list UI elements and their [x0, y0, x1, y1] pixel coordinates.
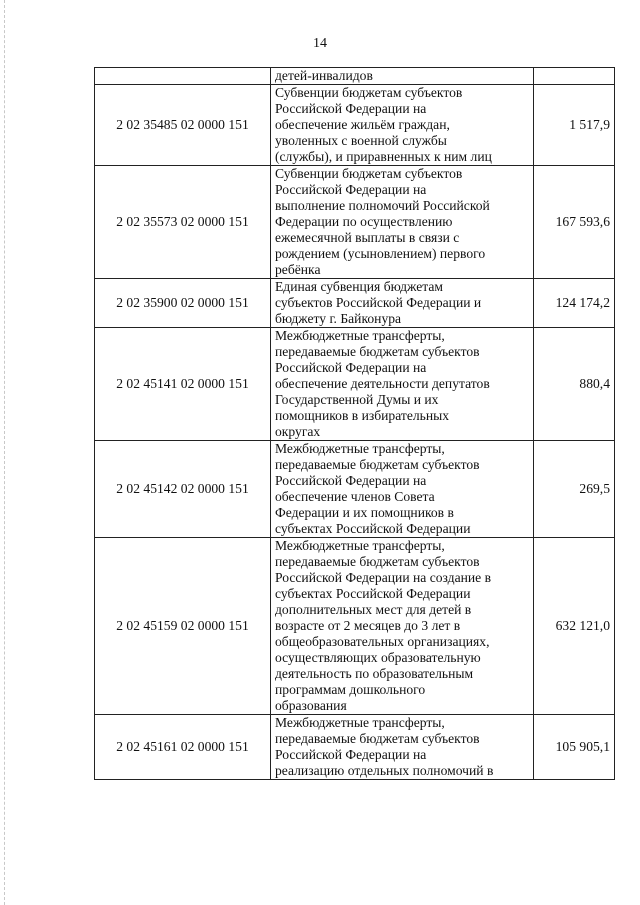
description-line: обеспечение жильём граждан,: [275, 117, 450, 132]
description-line: Субвенции бюджетам субъектов: [275, 85, 463, 100]
table-row: [95, 68, 615, 85]
table-row: [95, 328, 615, 441]
table-row: [95, 715, 615, 780]
description-line: субъектов Российской Федерации и: [275, 295, 482, 310]
description-line: выполнение полномочий Российской: [275, 198, 490, 213]
description-line: обеспечение членов Совета: [275, 489, 435, 504]
description-line: Федерации по осуществлению: [275, 214, 453, 229]
description-line: передаваемые бюджетам субъектов: [275, 731, 480, 746]
description-line: возрасте от 2 месяцев до 3 лет в: [275, 618, 461, 633]
description-cell: [271, 538, 534, 715]
description-line: Российской Федерации на: [275, 101, 427, 116]
description-line: уволенных с военной службы: [275, 133, 447, 148]
description-line: передаваемые бюджетам субъектов: [275, 457, 480, 472]
amount-cell: 105 905,1: [534, 715, 615, 780]
description-line: Федерации и их помощников в: [275, 505, 454, 520]
budget-code-cell: 2 02 35485 02 0000 151: [95, 85, 271, 166]
description-line: деятельность по образовательным: [275, 666, 474, 681]
description-cell: [271, 328, 534, 441]
amount-cell: [534, 68, 615, 85]
table-row: [95, 441, 615, 538]
budget-code-cell: 2 02 45142 02 0000 151: [95, 441, 271, 538]
budget-code-cell: 2 02 35900 02 0000 151: [95, 279, 271, 328]
amount-cell: 269,5: [534, 441, 615, 538]
description-line: Межбюджетные трансферты,: [275, 538, 445, 553]
description-cell: [271, 85, 534, 166]
description-line: Единая субвенция бюджетам: [275, 279, 443, 294]
budget-code-cell: 2 02 35573 02 0000 151: [95, 166, 271, 279]
budget-code-cell: 2 02 45159 02 0000 151: [95, 538, 271, 715]
description-line: Российской Федерации на: [275, 473, 427, 488]
table-row: [95, 166, 615, 279]
description-line: бюджету г. Байконура: [275, 311, 402, 326]
description-cell: [271, 715, 534, 780]
description-line: субъектах Российской Федерации: [275, 521, 471, 536]
description-line: помощников в избирательных: [275, 408, 450, 423]
description-line: образования: [275, 698, 347, 713]
table-row: [95, 279, 615, 328]
description-line: Российской Федерации на: [275, 182, 427, 197]
description-cell: [271, 68, 534, 85]
description-line: Межбюджетные трансферты,: [275, 328, 445, 343]
description-line: программам дошкольного: [275, 682, 426, 697]
budget-code-cell: [95, 68, 271, 85]
description-line: реализацию отдельных полномочий в: [275, 763, 494, 778]
budget-code-cell: 2 02 45141 02 0000 151: [95, 328, 271, 441]
budget-table: [94, 67, 615, 780]
description-line: Российской Федерации на: [275, 747, 427, 762]
description-line: дополнительных мест для детей в: [275, 602, 472, 617]
description-line: Субвенции бюджетам субъектов: [275, 166, 463, 181]
amount-cell: 880,4: [534, 328, 615, 441]
description-line: Государственной Думы и их: [275, 392, 439, 407]
description-line: передаваемые бюджетам субъектов: [275, 344, 480, 359]
description-line: Российской Федерации на: [275, 360, 427, 375]
description-line: передаваемые бюджетам субъектов: [275, 554, 480, 569]
budget-table-body: [95, 68, 615, 780]
scan-edge-line: [4, 0, 5, 905]
description-line: рождением (усыновлением) первого: [275, 246, 486, 261]
description-line: Межбюджетные трансферты,: [275, 715, 445, 730]
amount-cell: 1 517,9: [534, 85, 615, 166]
page-number: 14: [313, 36, 327, 51]
description-line: ребёнка: [275, 262, 321, 277]
table-row: [95, 85, 615, 166]
description-line: субъектах Российской Федерации: [275, 586, 471, 601]
description-line: округах: [275, 424, 321, 439]
budget-code-cell: 2 02 45161 02 0000 151: [95, 715, 271, 780]
table-row: [95, 538, 615, 715]
description-line: осуществляющих образовательную: [275, 650, 481, 665]
description-cell: [271, 279, 534, 328]
description-line: Межбюджетные трансферты,: [275, 441, 445, 456]
description-cell: [271, 441, 534, 538]
description-line: общеобразовательных организациях,: [275, 634, 490, 649]
description-line: обеспечение деятельности депутатов: [275, 376, 490, 391]
description-line: Российской Федерации на создание в: [275, 570, 491, 585]
amount-cell: 632 121,0: [534, 538, 615, 715]
amount-cell: 124 174,2: [534, 279, 615, 328]
description-cell: [271, 166, 534, 279]
amount-cell: 167 593,6: [534, 166, 615, 279]
description-line: (службы), и приравненных к ним лиц: [275, 149, 492, 164]
description-line: детей-инвалидов: [275, 68, 373, 83]
description-line: ежемесячной выплаты в связи с: [275, 230, 460, 245]
